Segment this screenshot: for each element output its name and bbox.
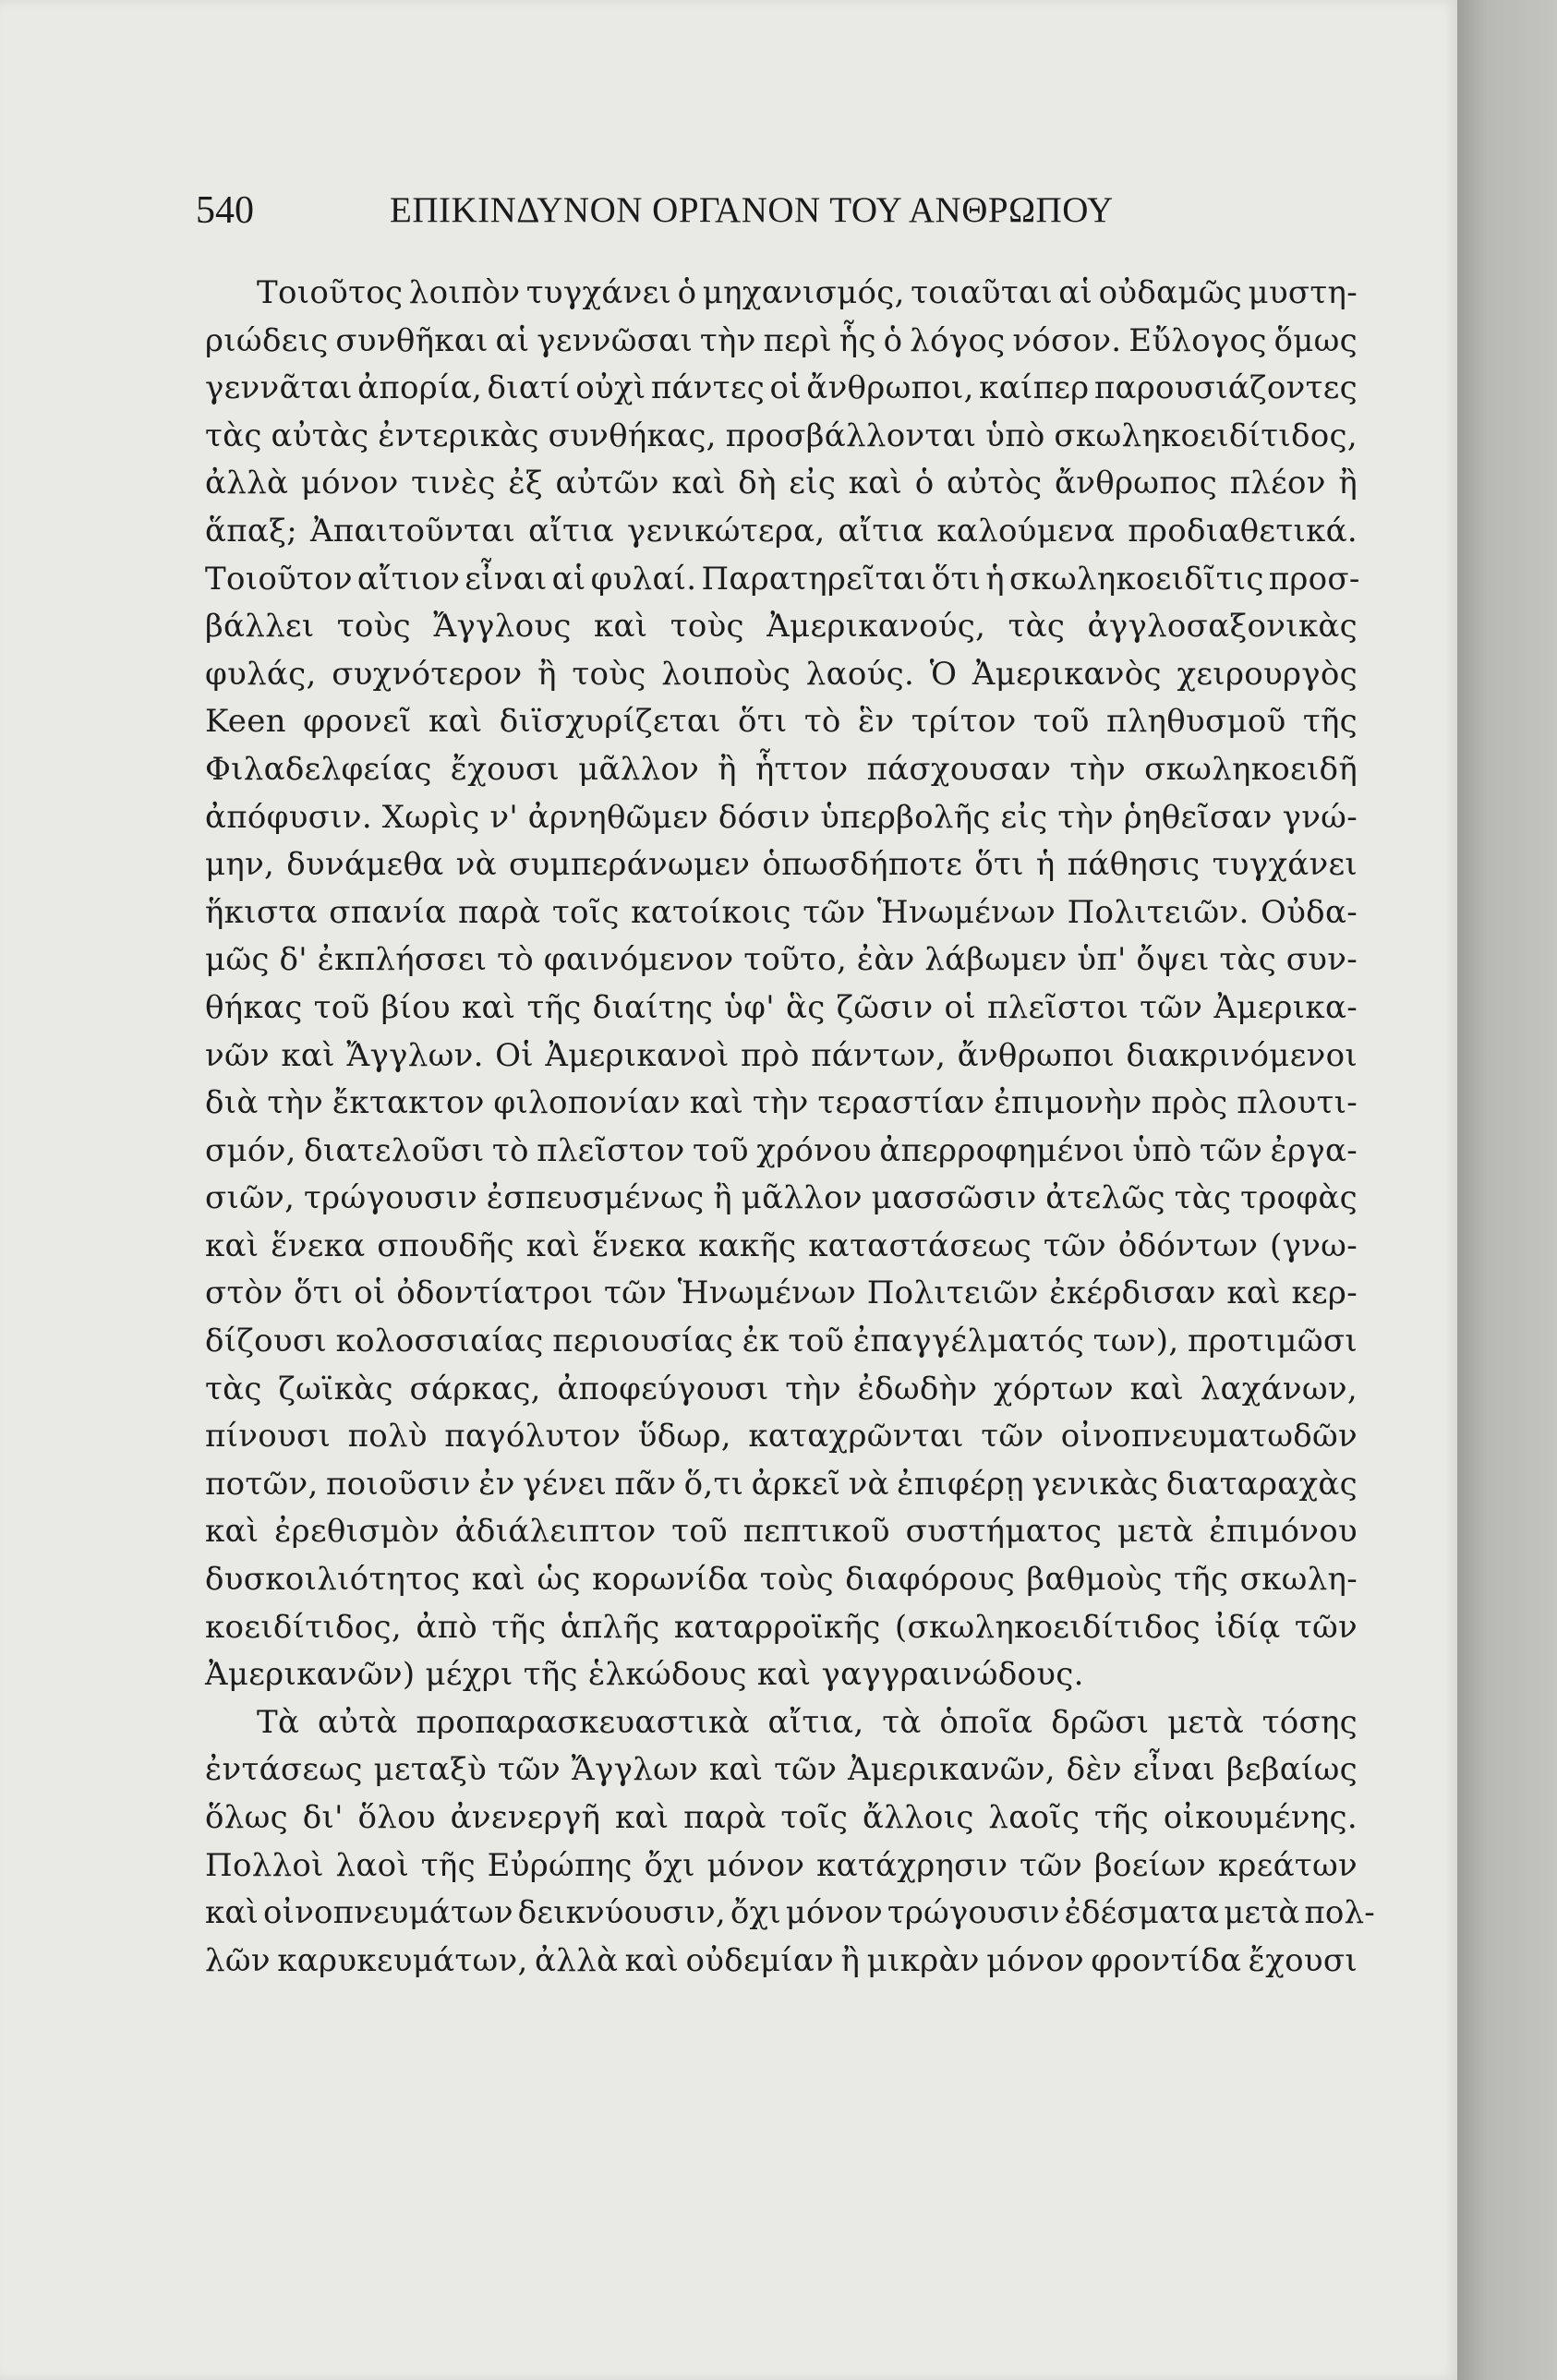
text-line: ποτῶν, ποιοῦσιν ἐν γένει πᾶν ὅ,τι ἀρκεῖ νὰ ἐπιφέρῃ γενικὰς διαταραχὰς	[205, 1465, 1358, 1503]
text-line: Ἀμερικανῶν) μέχρι τῆς ἑλκώδους καὶ γαγγραινώδους.	[205, 1656, 1084, 1694]
text-line: τὰς αὐτὰς ἐντερικὰς συνθήκας, προσβάλλονται ὑπὸ σκωληκοειδίτιδος,	[205, 417, 1358, 454]
text-line: σιῶν, τρώγουσιν ἐσπευσμένως ἢ μᾶλλον μασσῶσιν ἀτελῶς τὰς τροφὰς	[205, 1179, 1358, 1217]
page-edge	[1457, 0, 1557, 2380]
page-number: 540	[196, 189, 254, 232]
text-line: βάλλει τοὺς Ἄγγλους καὶ τοὺς Ἀμερικανούς, τὰς ἀγγλοσαξονικὰς	[205, 608, 1358, 646]
running-title: ΕΠΙΚΙΝΔΥΝΟΝ ΟΡΓΑΝΟΝ ΤΟΥ ΑΝΘΡΩΠΟΥ	[390, 190, 1114, 230]
text-line: τὰς ζωϊκὰς σάρκας, ἀποφεύγουσι τὴν ἐδωδὴν χόρτων καὶ λαχάνων,	[205, 1370, 1358, 1407]
text-line: Φιλαδελφείας ἔχουσι μᾶλλον ἢ ἧττον πάσχουσαν τὴν σκωληκοειδῆ	[205, 750, 1358, 788]
text-line: ἅπαξ; Ἀπαιτοῦνται αἴτια γενικώτερα, αἴτια καλούμενα προδιαθετικά.	[205, 512, 1358, 550]
text-line: ἀπόφυσιν. Χωρὶς ν' ἀρνηθῶμεν δόσιν ὑπερβολῆς εἰς τὴν ῥηθεῖσαν γνώ-	[205, 798, 1358, 836]
text-line: μῶς δ' ἐκπλήσσει τὸ φαινόμενον τοῦτο, ἐὰν λάβωμεν ὑπ' ὄψει τὰς συν-	[205, 941, 1358, 979]
text-line: διὰ τὴν ἔκτακτον φιλοπονίαν καὶ τὴν τεραστίαν ἐπιμονὴν πρὸς πλουτι-	[205, 1084, 1358, 1122]
text-line: ἀλλὰ μόνον τινὲς ἐξ αὐτῶν καὶ δὴ εἰς καὶ ὁ αὐτὸς ἄνθρωπος πλέον ἢ	[205, 465, 1358, 502]
text-line: σμόν, διατελοῦσι τὸ πλεῖστον τοῦ χρόνου ἀπερροφημένοι ὑπὸ τῶν ἐργα-	[205, 1131, 1358, 1169]
page-header	[196, 183, 1258, 238]
text-line: ὅλως δι' ὅλου ἀνενεργῆ καὶ παρὰ τοῖς ἄλλοις λαοῖς τῆς οἰκουμένης.	[205, 1799, 1358, 1836]
text-line: ἥκιστα σπανία παρὰ τοῖς κατοίκοις τῶν Ἡνωμένων Πολιτειῶν. Οὐδα-	[205, 893, 1358, 931]
text-line: καὶ οἰνοπνευμάτων δεικνύουσιν, ὄχι μόνον τρώγουσιν ἐδέσματα μετὰ πολ-	[205, 1894, 1375, 1932]
text-line: δίζουσι κολοσσιαίας περιουσίας ἐκ τοῦ ἐπαγγέλματός των), προτιμῶσι	[205, 1323, 1358, 1360]
text-line: Τοιοῦτος λοιπὸν τυγχάνει ὁ μηχανισμός, τοιαῦται αἱ οὐδαμῶς μυστη-	[257, 274, 1358, 311]
text-line: φυλάς, συχνότερον ἢ τοὺς λοιποὺς λαούς. Ὁ Ἀμερικανὸς χειρουργὸς	[205, 655, 1358, 693]
text-line: κοειδίτιδος, ἀπὸ τῆς ἁπλῆς καταρροϊκῆς (σκωληκοειδίτιδος ἰδίᾳ τῶν	[205, 1608, 1358, 1646]
text-line: ἐντάσεως μεταξὺ τῶν Ἄγγλων καὶ τῶν Ἀμερικανῶν, δὲν εἶναι βεβαίως	[205, 1751, 1358, 1789]
text-line: γεννᾶται ἀπορία, διατί οὐχὶ πάντες οἱ ἄνθρωποι, καίπερ παρουσιάζοντες	[205, 369, 1358, 407]
text-line: πίνουσι πολὺ παγόλυτον ὕδωρ, καταχρῶνται τῶν οἰνοπνευματωδῶν	[205, 1418, 1358, 1456]
text-line: καὶ ἐρεθισμὸν ἀδιάλειπτον τοῦ πεπτικοῦ συστήματος μετὰ ἐπιμόνου	[205, 1513, 1358, 1551]
text-line: Τοιοῦτον αἴτιον εἶναι αἱ φυλαί. Παρατηρεῖται ὅτι ἡ σκωληκοειδῖτις προσ-	[205, 560, 1360, 598]
text-line: στὸν ὅτι οἱ ὀδοντίατροι τῶν Ἡνωμένων Πολιτειῶν ἐκέρδισαν καὶ κερ-	[205, 1275, 1358, 1312]
text-line: ριώδεις συνθῆκαι αἱ γεννῶσαι τὴν περὶ ἧς ὁ λόγος νόσον. Εὔλογος ὅμως	[205, 321, 1358, 359]
body-text	[205, 270, 1375, 1985]
text-line: Keen φρονεῖ καὶ διϊσχυρίζεται ὅτι τὸ ἓν τρίτον τοῦ πληθυσμοῦ τῆς	[205, 703, 1358, 741]
text-line: καὶ ἕνεκα σπουδῆς καὶ ἕνεκα κακῆς καταστάσεως τῶν ὀδόντων (γνω-	[205, 1226, 1358, 1264]
text-line: Πολλοὶ λαοὶ τῆς Εὐρώπης ὄχι μόνον κατάχρησιν τῶν βοείων κρεάτων	[205, 1846, 1358, 1884]
text-line: δυσκοιλιότητος καὶ ὡς κορωνίδα τοὺς διαφόρους βαθμοὺς τῆς σκωλη-	[205, 1561, 1358, 1599]
text-line: μην, δυνάμεθα νὰ συμπεράνωμεν ὁπωσδήποτε ὅτι ἡ πάθησις τυγχάνει	[205, 846, 1358, 884]
text-line: νῶν καὶ Ἄγγλων. Οἱ Ἀμερικανοὶ πρὸ πάντων, ἄνθρωποι διακρινόμενοι	[205, 1036, 1358, 1074]
text-line: Τὰ αὐτὰ προπαρασκευαστικὰ αἴτια, τὰ ὁποῖα δρῶσι μετὰ τόσης	[257, 1703, 1358, 1741]
text-line: θήκας τοῦ βίου καὶ τῆς διαίτης ὑφ' ἃς ζῶσιν οἱ πλεῖστοι τῶν Ἀμερικα-	[205, 988, 1358, 1026]
text-line: λῶν καρυκευμάτων, ἀλλὰ καὶ οὐδεμίαν ἢ μικρὰν μόνον φροντίδα ἔχουσι	[205, 1941, 1358, 1979]
